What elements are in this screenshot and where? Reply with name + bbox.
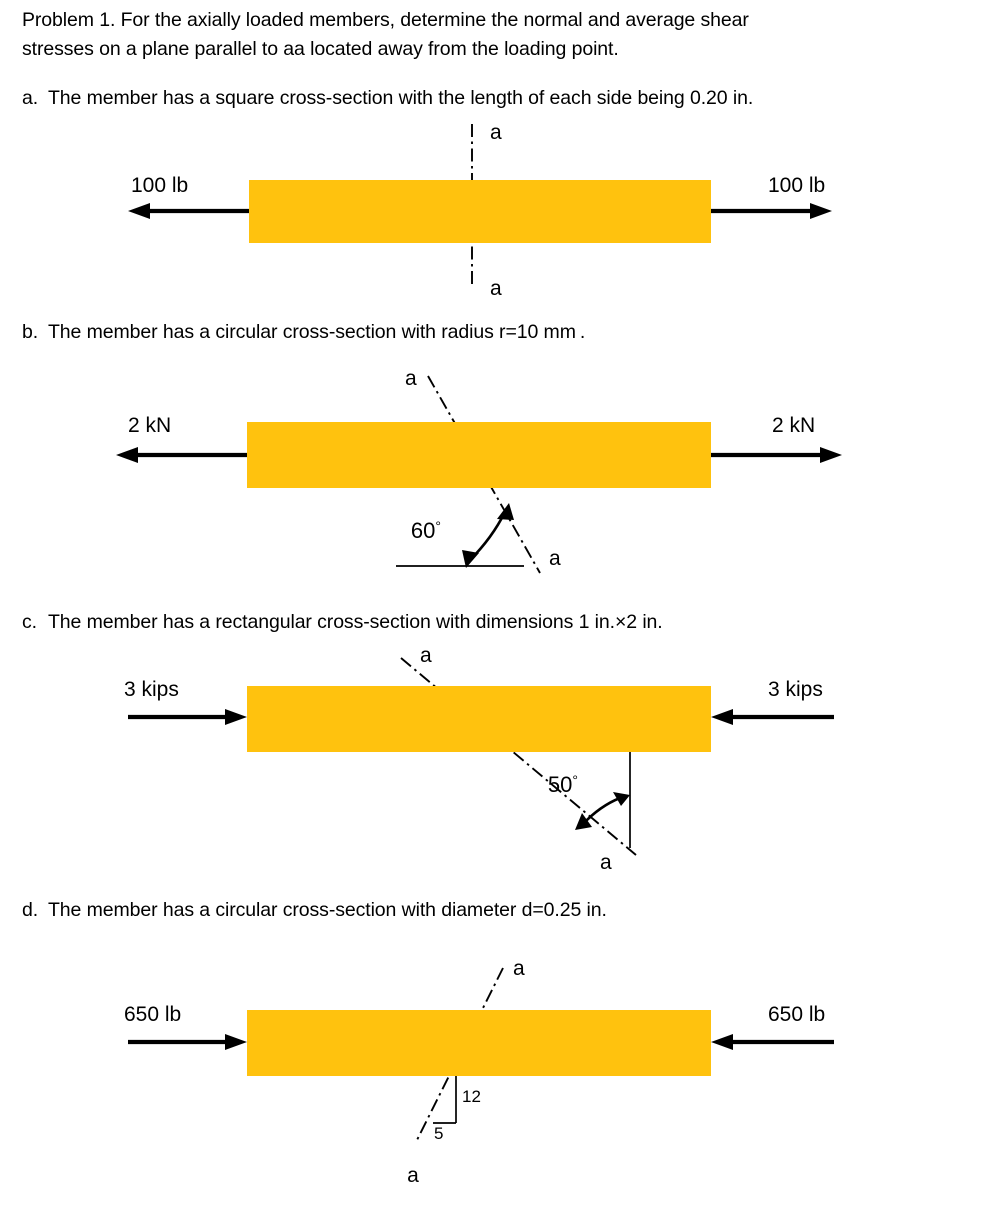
force-label-left-a: 100 lb <box>131 174 189 197</box>
angle-degree-symbol-c: ° <box>572 772 578 788</box>
force-label-right-d: 650 lb <box>768 1003 826 1026</box>
force-label-right-c: 3 kips <box>768 678 823 701</box>
section-label-top-d: a <box>513 957 525 980</box>
part-a-label: a. <box>22 87 39 109</box>
force-label-right-a: 100 lb <box>768 174 826 197</box>
problem-statement <box>22 6 952 64</box>
force-arrow-right-a <box>711 203 832 219</box>
angle-value-c: 50 <box>547 772 573 797</box>
part-c-heading <box>22 608 972 636</box>
slope-rise-label-d: 12 <box>462 1087 481 1106</box>
member-bar-d <box>247 1010 711 1076</box>
part-d-math-eq: = <box>532 899 544 921</box>
member-bar-b <box>247 422 711 488</box>
part-c-dimension-2: 2 in. <box>626 611 663 633</box>
force-label-left-b: 2 kN <box>128 414 172 437</box>
part-b-math-value: 10 mm <box>516 321 576 343</box>
part-b-heading <box>22 318 972 346</box>
section-label-bottom-b: a <box>549 547 561 570</box>
force-arrow-left-b <box>116 447 247 463</box>
force-arrow-left-c <box>128 709 247 725</box>
section-label-bottom-c: a <box>600 851 612 874</box>
force-arrow-right-b <box>711 447 842 463</box>
member-bar-c <box>247 686 711 752</box>
force-arrow-right-c <box>711 709 834 725</box>
force-label-left-c: 3 kips <box>124 678 179 701</box>
figure-b <box>0 360 986 585</box>
angle-degree-symbol-b: ° <box>435 518 441 534</box>
section-label-bottom-d: a <box>407 1164 419 1187</box>
part-b-label: b. <box>22 321 39 343</box>
angle-arc-b <box>462 503 514 568</box>
force-label-right-b: 2 kN <box>772 414 816 437</box>
section-label-top-c: a <box>420 644 432 667</box>
figure-a <box>0 112 986 307</box>
part-b-math-eq: = <box>505 321 517 343</box>
force-arrow-left-d <box>128 1034 247 1050</box>
part-a-text: The member has a square cross-section with the length of each side being 0.20 in. <box>48 87 754 109</box>
part-b-period: . <box>579 321 586 343</box>
part-a-heading <box>22 84 972 112</box>
part-c-text: The member has a rectangular cross-section with dimensions <box>48 611 579 633</box>
member-bar-a <box>249 180 711 243</box>
figure-c <box>0 640 986 874</box>
section-label-top-b: a <box>405 367 417 390</box>
force-label-left-d: 650 lb <box>124 1003 182 1026</box>
part-b-math-var: r <box>499 321 506 343</box>
section-label-bottom-a: a <box>490 277 502 300</box>
part-b-text: The member has a circular cross-section with radius <box>48 321 500 343</box>
force-arrow-right-d <box>711 1034 834 1050</box>
angle-arc-c <box>575 792 630 830</box>
part-d-math-value: 0.25 in. <box>543 899 607 921</box>
times-icon: × <box>614 611 627 633</box>
section-label-top-a: a <box>490 121 502 144</box>
problem-statement-line-2: stresses on a plane parallel to aa located away from the loading point. <box>22 38 619 60</box>
angle-label-c <box>548 772 578 797</box>
angle-value-b: 60 <box>410 518 436 543</box>
part-d-heading <box>22 896 972 924</box>
force-arrow-left-a <box>128 203 249 219</box>
part-d-math-var: d <box>521 899 533 921</box>
angle-label-b <box>411 518 441 543</box>
part-c-label: c. <box>22 611 37 633</box>
part-c-dimension-1: 1 in. <box>578 611 615 633</box>
part-d-text: The member has a circular cross-section with diameter <box>48 899 522 921</box>
slope-run-label-d: 5 <box>434 1124 444 1143</box>
part-d-label: d. <box>22 899 39 921</box>
problem-statement-line-1: Problem 1. For the axially loaded members, determine the normal and average shear <box>22 9 749 31</box>
figure-d <box>0 930 986 1200</box>
